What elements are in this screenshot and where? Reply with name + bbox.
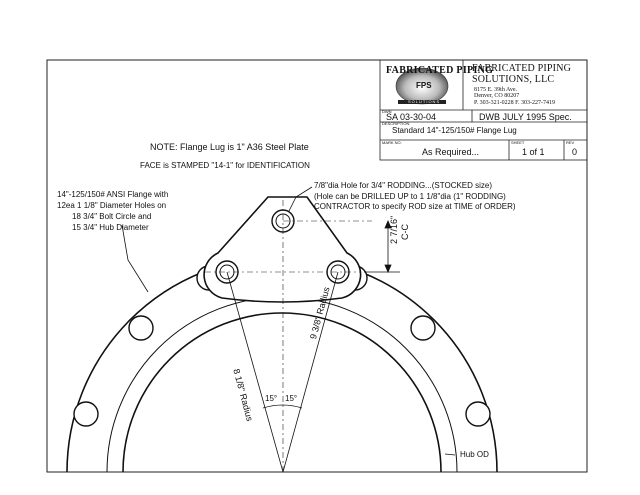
description: Standard 14"-125/150# Flange Lug (392, 126, 517, 135)
bolt-hole (411, 316, 435, 340)
hole-desc-line-2: (Hole can be DRILLED UP to 1 1/8"dia (1" RODDING) (314, 192, 506, 201)
flange-desc-line-3: 18 3/4" Bolt Circle and (72, 212, 152, 221)
company-name-2: SOLUTIONS, LLC (472, 74, 555, 85)
hole-desc-line-1: 7/8"dia Hole for 3/4" RODDING...(STOCKED size) (314, 181, 493, 190)
bolt-hole (466, 402, 490, 426)
rev-value: 0 (572, 147, 578, 157)
radius-label-right: 9 3/8" Radius (308, 285, 332, 341)
logo-initials: FPS (416, 81, 432, 90)
sheet-label: SHEET (511, 140, 525, 145)
flange-desc-line-2: 12ea 1 1/8" Diameter Holes on (57, 201, 167, 210)
cc-dimension-value: 2 7/16" (389, 215, 399, 244)
bolt-hole (129, 316, 153, 340)
company-address-1: 8175 E. 39th Ave. (474, 87, 518, 93)
logo-text: FABRICATED PIPING (386, 65, 494, 76)
hub-od-circle (107, 297, 457, 472)
radius-label-left: 8 1/8" Radius (231, 367, 255, 423)
company-phone: P. 303-321-0228 F. 303-227-7419 (474, 100, 556, 106)
mark-label: MARK NO. (382, 140, 402, 145)
cc-dimension-label: C-C (400, 224, 410, 240)
angle-label-left: 15° (265, 394, 278, 403)
note-face-stamp: FACE is STAMPED "14-1" for IDENTIFICATION (140, 161, 310, 170)
mark-value: As Required... (422, 147, 480, 157)
drawing-spec: DWB JULY 1995 Spec. (479, 112, 572, 122)
rev-label: REV (566, 140, 575, 145)
hub-od-label: Hub OD (460, 450, 489, 459)
bolt-hole (74, 402, 98, 426)
flange-desc-line-4: 15 3/4" Hub Diameter (72, 223, 149, 232)
angle-label-right: 15° (285, 394, 298, 403)
company-address-2: Denver, CO 80207 (474, 93, 520, 99)
sheet-value: 1 of 1 (522, 147, 545, 157)
hole-desc-line-3: CONTRACTOR to specify ROD size at TIME of ORDER) (314, 202, 516, 211)
flange-desc-line-1: 14"-125/150# ANSI Flange with (57, 190, 169, 199)
description-label: DESCRIPTION (382, 121, 410, 126)
logo-sub: SOLUTIONS (408, 99, 441, 104)
note-lug-material: NOTE: Flange Lug is 1" A36 Steel Plate (150, 142, 309, 152)
company-name-1: FABRICATED PIPING (472, 63, 572, 74)
drawing-number: SA 03-30-04 (386, 112, 437, 122)
dwn-label: DWN (382, 109, 392, 114)
